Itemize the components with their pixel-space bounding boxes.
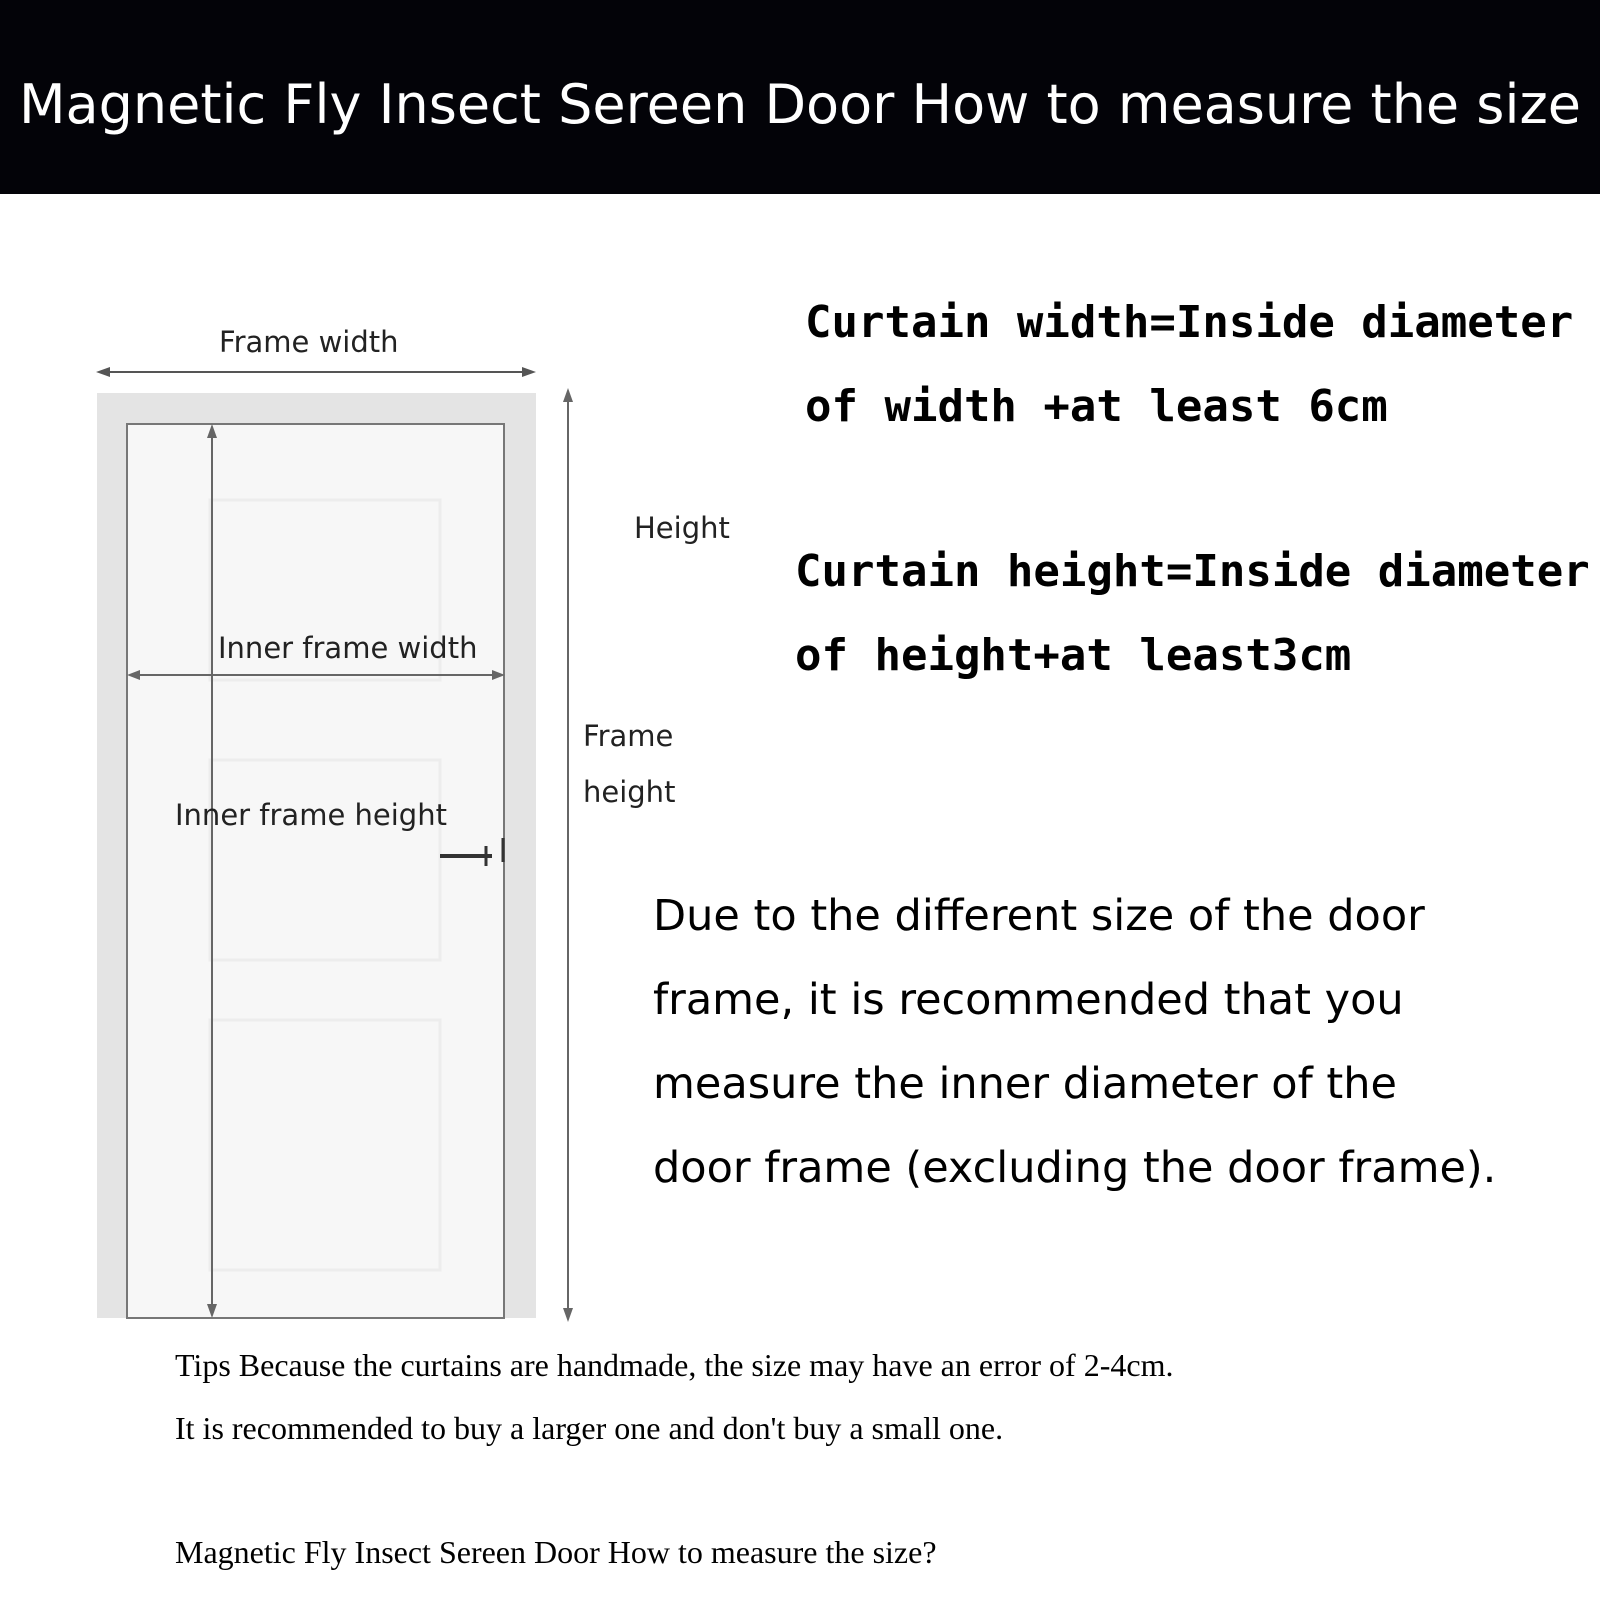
curtain-width-formula-line2: of width +at least 6cm [805,381,1388,432]
tips-line2: It is recommended to buy a larger one and don't buy a small one. [175,1410,1004,1446]
frame-width-arrow-right-icon [522,367,536,377]
frame-height-label-line1: Frame [583,719,674,753]
note-line3: measure the inner diameter of the [653,1059,1397,1109]
frame-width-arrow-left-icon [96,367,110,377]
frame-height-label-line2: height [583,775,676,809]
frame-width-label: Frame width [219,325,399,359]
footer-title: Magnetic Fly Insect Sereen Door How to measure the size? [175,1534,937,1570]
measurement-note [653,874,1553,1210]
curtain-width-formula-line1: Curtain width=Inside diameter [805,297,1574,348]
note-line2: frame, it is recommended that you [653,975,1404,1025]
frame-height-arrow-bottom-icon [563,1308,573,1322]
inner-frame-width-label: Inner frame width [218,631,478,665]
curtain-height-formula-line2: of height+at least3cm [795,630,1352,681]
height-label: Height [634,511,730,545]
frame-height-arrow-top-icon [563,388,573,402]
tips-line1: Tips Because the curtains are handmade, the size may have an error of 2-4cm. [175,1347,1174,1383]
curtain-height-formula-line1: Curtain height=Inside diameter [795,546,1590,597]
note-line1: Due to the different size of the door [653,891,1425,941]
page-title: Magnetic Fly Insect Sereen Door How to measure the size [18,73,1582,136]
inner-frame-height-label: Inner frame height [175,798,447,832]
note-line4: door frame (excluding the door frame). [653,1143,1497,1193]
door-panel [127,424,504,1318]
